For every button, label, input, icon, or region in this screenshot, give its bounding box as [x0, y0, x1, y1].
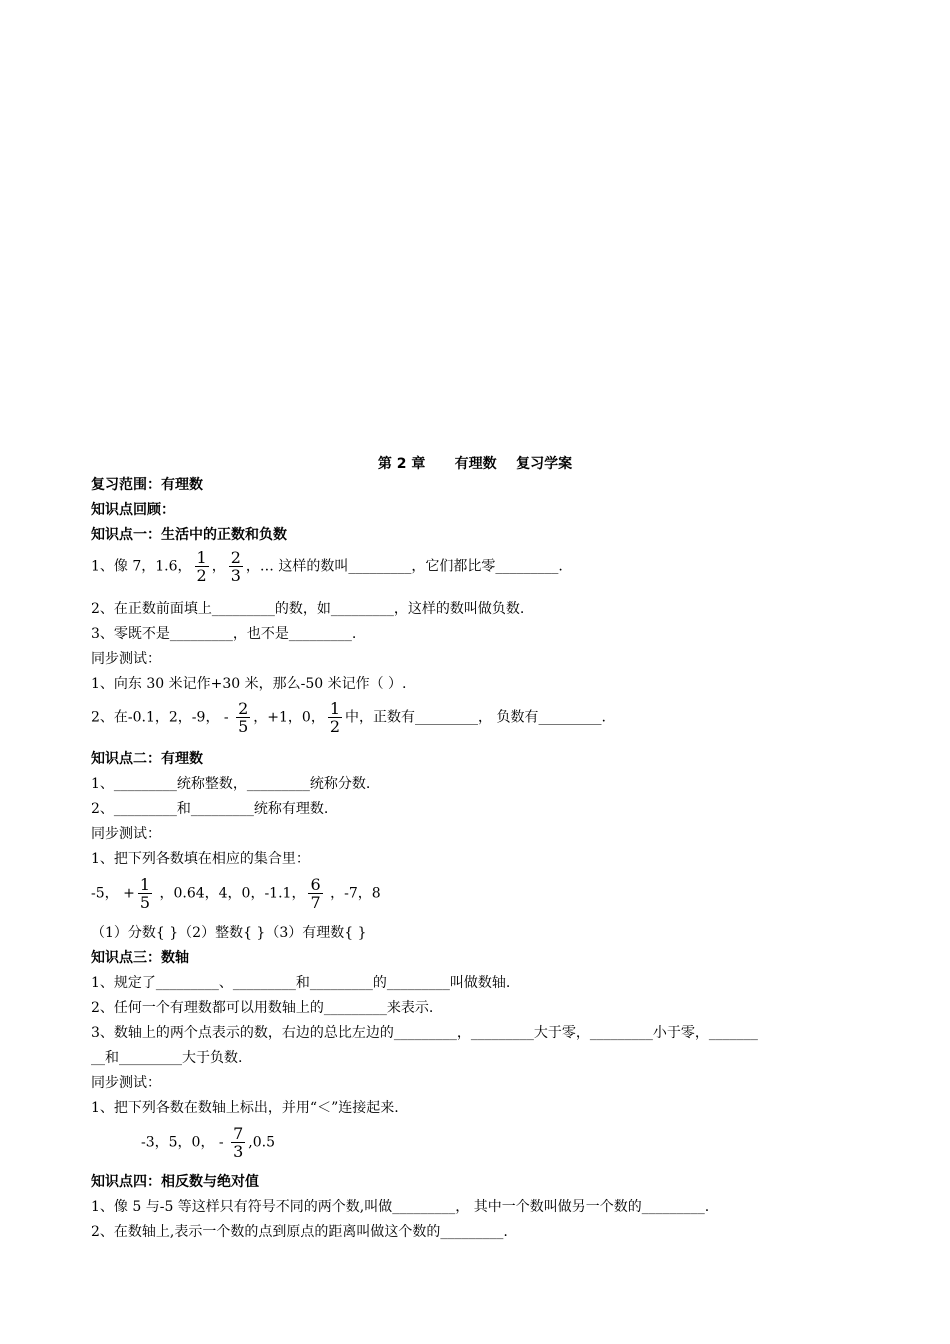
k1-t2-pre: 2、在-0.1，2，-9， — [91, 709, 220, 726]
k3-question-1: 1、规定了_________、_________和_________的_________叫做数轴. — [91, 975, 511, 991]
k3-sync-heading: 同步测试： — [91, 1075, 161, 1091]
k1-q1-post: ，… 这样的数叫_________，它们都比零_________. — [245, 558, 563, 575]
fraction-numerator: 2 — [238, 699, 249, 718]
k3-question-3a: 3、数轴上的两个点表示的数，右边的总比左边的_________，_________大于零，_________小于零，_______ — [91, 1025, 758, 1041]
k3-number-list — [141, 1125, 275, 1160]
fraction-denominator: 5 — [139, 893, 151, 912]
k3-nums-pre: -3，5，0， — [141, 1134, 215, 1151]
k2-nums-post: ，-7，8 — [325, 885, 381, 902]
fraction-numerator: 7 — [233, 1124, 244, 1143]
scope-heading: 复习范围：有理数 — [91, 477, 203, 493]
fraction-numerator: 1 — [139, 875, 151, 894]
fraction-denominator: 2 — [196, 566, 207, 585]
k2-sync-heading: 同步测试： — [91, 826, 161, 842]
page-title: 第 2 章 有理数 复习学案 — [377, 456, 573, 472]
fraction — [229, 549, 243, 584]
k3-question-3b: __和_________大于负数. — [91, 1050, 243, 1066]
k2-question-1: 1、_________统称整数，_________统称分数. — [91, 776, 371, 792]
k1-question-1 — [91, 549, 563, 584]
k1-test-1: 1、向东 30 米记作+30 米，那么-50 米记作（ ）. — [91, 676, 407, 692]
fraction — [308, 876, 322, 911]
k2-sets: （1）分数{ }（2）整数{ }（3）有理数{ } — [91, 925, 367, 941]
fraction-denominator: 2 — [329, 717, 341, 736]
minus-sign: - — [214, 1134, 229, 1151]
fraction-denominator: 5 — [238, 717, 249, 736]
k3-test-1: 1、把下列各数在数轴上标出，并用“＜”连接起来. — [91, 1100, 399, 1116]
k4-question-1: 1、像 5 与-5 等这样只有符号不同的两个数,叫做_________， 其中一个数叫做另一个数的_________. — [91, 1199, 710, 1215]
k4-question-2: 2、在数轴上,表示一个数的点到原点的距离叫做这个数的_________. — [91, 1224, 508, 1240]
k1-question-3: 3、零既不是_________，也不是_________. — [91, 626, 357, 642]
k1-q1-comma: ， — [211, 558, 226, 575]
k1-question-2: 2、在正数前面填上_________的数，如_________，这样的数叫做负数. — [91, 601, 525, 617]
fraction-denominator: 7 — [310, 893, 321, 912]
k2-nums-pre: -5， + — [91, 885, 135, 902]
minus-sign: - — [219, 709, 234, 726]
k2-test-1: 1、把下列各数填在相应的集合里： — [91, 851, 310, 867]
k2-question-2: 2、_________和_________统称有理数. — [91, 801, 329, 817]
fraction-numerator: 1 — [329, 699, 341, 718]
fraction — [231, 1125, 245, 1160]
fraction — [236, 700, 250, 735]
k3-nums-post: ,0.5 — [248, 1134, 275, 1151]
k1-heading: 知识点一：生活中的正数和负数 — [91, 527, 287, 543]
fraction-denominator: 3 — [230, 566, 241, 585]
k2-nums-mid: ，0.64，4，0，-1.1， — [155, 885, 306, 902]
k1-sync-heading: 同步测试： — [91, 651, 161, 667]
k1-test-2 — [91, 700, 606, 735]
k1-q1-pre: 1、像 7，1.6， — [91, 558, 192, 575]
fraction — [195, 549, 209, 584]
fraction — [328, 700, 342, 735]
fraction-numerator: 6 — [310, 875, 321, 894]
k2-heading: 知识点二：有理数 — [91, 751, 203, 767]
k3-question-2: 2、任何一个有理数都可以用数轴上的_________来表示. — [91, 1000, 434, 1016]
k1-t2-mid: ，+1，0， — [253, 709, 325, 726]
k2-number-list — [91, 876, 381, 911]
fraction — [138, 876, 152, 911]
fraction-numerator: 1 — [196, 548, 207, 567]
fraction-numerator: 2 — [230, 548, 241, 567]
review-heading: 知识点回顾： — [91, 502, 175, 518]
fraction-denominator: 3 — [233, 1142, 244, 1161]
k1-t2-post: 中，正数有_________， 负数有_________. — [345, 709, 606, 726]
k3-heading: 知识点三：数轴 — [91, 950, 189, 966]
k4-heading: 知识点四：相反数与绝对值 — [91, 1174, 259, 1190]
